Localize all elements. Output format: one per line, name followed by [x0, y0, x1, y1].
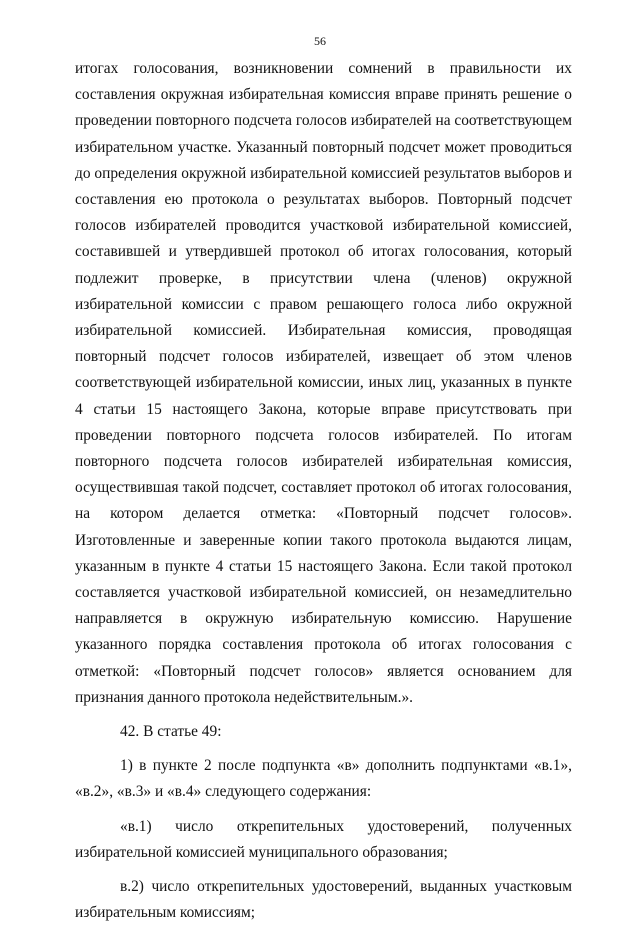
document-body [75, 56, 572, 927]
paragraph-continuation: итогах голосования, возникновении сомнений в правильности их составления окружная избирательная комиссия вправе принять решение о проведении повторного подсчета голосов избирателей на соответствующем избирательном участке. Указанный повторный подсчет может проводиться до определения окружной избирательной комиссией результатов выборов и составления ею протокола о результатах выборов. Повторный подсчет голосов избирателей проводится участковой избирательной комиссией, составившей и утвердившей протокол об итогах голосования, который подлежит проверке, в присутствии члена (членов) окружной избирательной комиссии с правом решающего голоса либо окружной избирательной комиссией. Избирательная комиссия, проводящая повторный подсчет голосов избирателей, извещает об этом членов соответствующей избирательной комиссии, иных лиц, указанных в пункте 4 статьи 15 настоящего Закона, которые вправе присутствовать при проведении повторного подсчета голосов избирателей. По итогам повторного подсчета голосов избирателей избирательная комиссия, осуществившая такой подсчет, составляет протокол об итогах голосования, на котором делается отметка: «Повторный подсчет голосов». Изготовленные и заверенные копии такого протокола выдаются лицам, указанным в пункте 4 статьи 15 настоящего Закона. Если такой протокол составляется участковой избирательной комиссией, он незамедлительно направляется в окружную избирательную комиссию. Нарушение указанного порядка составления протокола об итогах голосования с отметкой: «Повторный подсчет голосов» является основанием для признания данного протокола недействительным.». [75, 60, 572, 706]
paragraph-subitem-v2: в.2) число открепительных удостоверений, выданных участковым избирательным комиссиям; [75, 878, 572, 922]
paragraph-subitem-v1: «в.1) число открепительных удостоверений, полученных избирательной комиссией муниципального образования; [75, 817, 572, 861]
paragraph-article-49-heading: 42. В статье 49: [120, 723, 222, 741]
paragraph-item-1: 1) в пункте 2 после подпункта «в» дополнить подпунктами «в.1», «в.2», «в.3» и «в.4» следующего содержания: [75, 757, 572, 801]
page-number: 56 [314, 34, 326, 48]
